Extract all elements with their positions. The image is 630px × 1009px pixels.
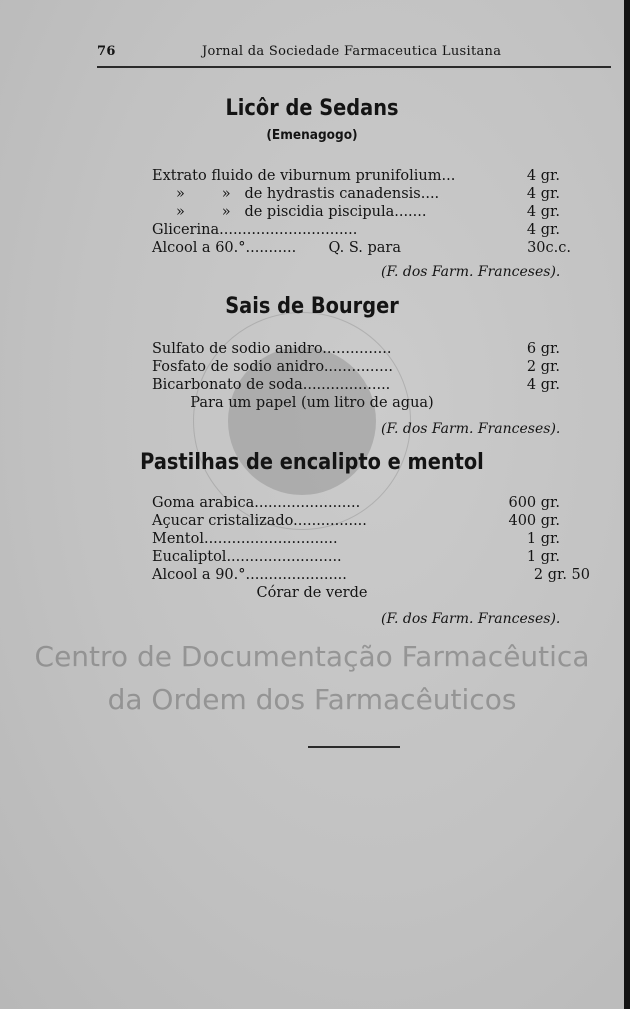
recipe-line: Eucaliptol......................... — [152, 549, 342, 565]
recipe-line: Sulfato de sodio anidro............... — [152, 341, 392, 357]
recipe-quantity: 4 gr. — [526, 204, 560, 220]
recipe-quantity: 6 gr. — [526, 341, 560, 357]
recipe-source: (F. dos Farm. Franceses). — [381, 421, 561, 437]
section-title-sais-de-bourger: Sais de Bourger — [225, 294, 399, 319]
recipe-line: Fosfato de sodio anidro............... — [152, 359, 393, 375]
recipe-quantity: 4 gr. — [526, 222, 560, 238]
recipe-line: Bicarbonato de soda................... — [152, 377, 391, 393]
recipe-quantity: 4 gr. — [526, 377, 560, 393]
header-rule — [97, 66, 611, 68]
recipe-line: Alcool a 60.°........... Q. S. para — [152, 240, 401, 256]
recipe-line: » » de hydrastis canadensis.... — [176, 186, 440, 202]
recipe-line: Extrato fluido de viburnum prunifolium... — [152, 168, 456, 184]
end-rule — [308, 746, 400, 748]
recipe-line: Goma arabica....................... — [152, 495, 361, 511]
recipe-quantity: 30c.c. — [527, 240, 571, 256]
recipe-line: Alcool a 90.°...................... — [152, 567, 347, 583]
recipe-quantity: 1 gr. — [526, 531, 560, 547]
recipe-quantity: 1 gr. — [526, 549, 560, 565]
recipe-quantity: 2 gr. — [526, 359, 560, 375]
recipe-source: (F. dos Farm. Franceses). — [381, 611, 561, 627]
recipe-source: (F. dos Farm. Franceses). — [381, 264, 561, 280]
watermark-line-2: da Ordem dos Farmacêuticos — [107, 683, 517, 716]
recipe-quantity: 4 gr. — [526, 168, 560, 184]
recipe-quantity: 4 gr. — [526, 186, 560, 202]
journal-title: Jornal da Sociedade Farmaceutica Lusitana — [202, 44, 502, 59]
section-title-licor-de-sedans: Licôr de Sedans — [225, 96, 399, 121]
page-number: 76 — [97, 44, 116, 59]
section-title-pastilhas: Pastilhas de encalipto e mentol — [140, 450, 484, 475]
recipe-line: Mentol............................. — [152, 531, 338, 547]
scan-edge — [624, 0, 630, 1009]
recipe-line: » » de piscidia piscipula....... — [176, 204, 427, 220]
recipe-line: Glicerina.............................. — [152, 222, 358, 238]
recipe-line: Açucar cristalizado................ — [152, 513, 367, 529]
recipe-note: Para um papel (um litro de agua) — [190, 395, 434, 411]
recipe-note: Córar de verde — [256, 585, 368, 601]
section-subtitle-emenagogo: (Emenagogo) — [266, 127, 358, 143]
running-header — [97, 44, 609, 64]
recipe-quantity: 400 gr. — [508, 513, 560, 529]
recipe-quantity: 600 gr. — [508, 495, 560, 511]
recipe-quantity: 2 gr. 50 — [533, 567, 590, 583]
watermark-line-1: Centro de Documentação Farmacêutica — [34, 640, 590, 673]
